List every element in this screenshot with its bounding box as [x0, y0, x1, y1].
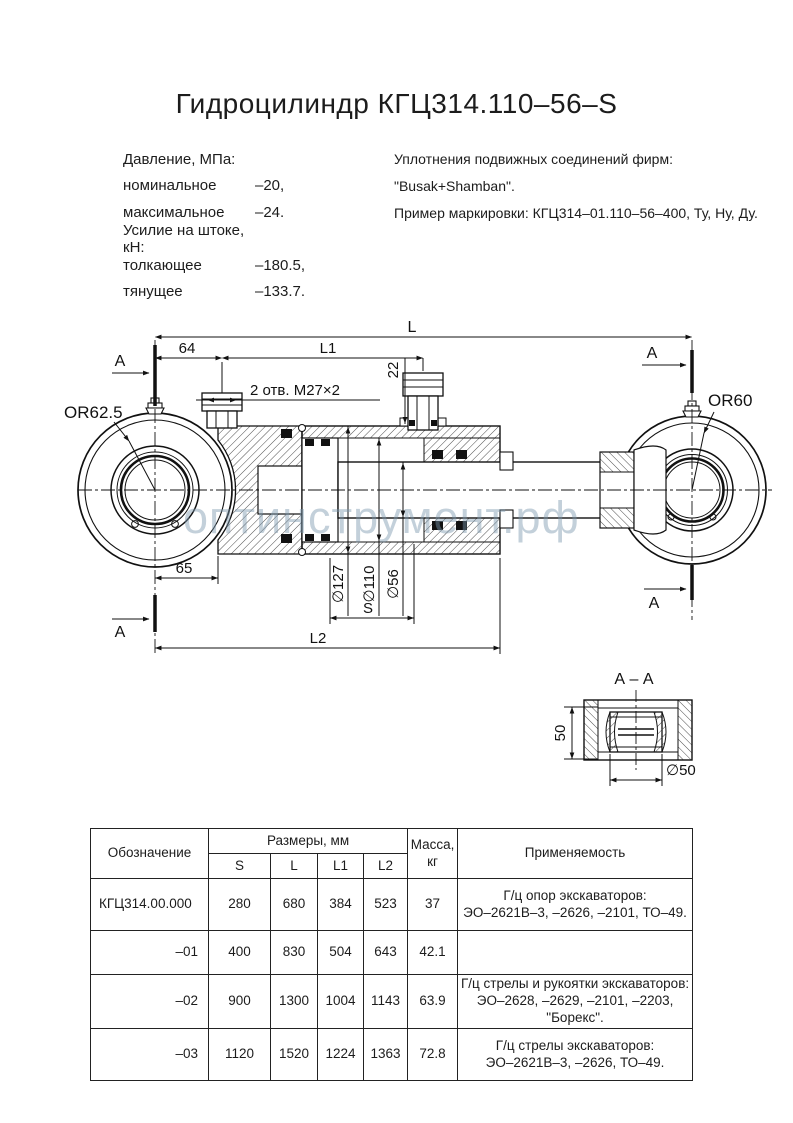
col-L: L: [271, 854, 318, 879]
application-line: ЭО–2628, –2629, –2101, –2203, "Борекс".: [476, 993, 674, 1025]
cell-l: 680: [271, 879, 318, 931]
port-fitting-left: [202, 393, 242, 428]
seal-note-line: Уплотнения подвижных соединений фирм:: [394, 151, 673, 168]
col-mass-line2: кг: [427, 853, 438, 869]
section-title: А – А: [614, 671, 654, 688]
col-L2: L2: [364, 854, 408, 879]
dim-64-label: 64: [178, 340, 196, 357]
dim-dia110-label: ∅110: [361, 565, 378, 603]
sizes-table: [90, 828, 693, 1081]
spec-label: тянущее: [123, 283, 183, 301]
dim-65-label: 65: [175, 560, 193, 577]
spec-line: [123, 173, 393, 200]
cell-l: 1300: [271, 975, 318, 1029]
cell-l1: 384: [318, 879, 364, 931]
dim-dia50-label: ∅50: [666, 762, 696, 779]
cell-l1: 1004: [318, 975, 364, 1029]
spec-line: [123, 252, 393, 279]
application-line: Г/ц стрелы и рукоятки экскаваторов:: [460, 976, 690, 992]
cell-s: 1120: [209, 1029, 271, 1081]
col-mass: [408, 829, 458, 879]
cell-application: [458, 879, 693, 931]
application-line: Г/ц стрелы экскаваторов:: [495, 1037, 655, 1053]
or625-label: OR62.5: [64, 403, 123, 422]
ports-note: 2 отв. М27×2: [250, 382, 340, 399]
watermark: оптинструмент.рф: [183, 492, 580, 543]
application-line: ЭО–2621В–3, –2626, –2101, ТО–49.: [463, 904, 687, 920]
cell-designation: –03: [91, 1029, 209, 1081]
cell-l: 1520: [271, 1029, 318, 1081]
dim-22-label: 22: [385, 361, 402, 379]
cell-application: [458, 975, 693, 1029]
cylinder-assembly-drawing: [0, 318, 793, 818]
spec-label: толкающее: [123, 256, 202, 274]
section-a-label: А: [646, 345, 658, 362]
table-row: [91, 931, 693, 975]
page-title: Гидроцилиндр КГЦ314.110–56–S: [175, 88, 618, 119]
cell-designation: КГЦ314.00.000: [91, 879, 209, 931]
section-a-label: А: [114, 624, 126, 641]
cell-s: 900: [209, 975, 271, 1029]
cell-l2: 1363: [364, 1029, 408, 1081]
cell-l1: 1224: [318, 1029, 364, 1081]
section-a-label: А: [648, 595, 660, 612]
cell-l2: 1143: [364, 975, 408, 1029]
port-fitting-right: [403, 373, 443, 430]
cell-l2: 523: [364, 879, 408, 931]
cell-mass: 37: [408, 879, 458, 931]
seal-note-line: "Busak+Shamban".: [394, 178, 515, 195]
spec-line: [123, 279, 393, 306]
cell-l1: 504: [318, 931, 364, 975]
cell-l: 830: [271, 931, 318, 975]
cell-designation: –02: [91, 975, 209, 1029]
cell-designation: –01: [91, 931, 209, 975]
application-line: Г/ц опор экскаваторов:: [503, 887, 647, 903]
spec-block: [123, 146, 393, 305]
cell-mass: 42.1: [408, 931, 458, 975]
seal-note-line: Пример маркировки: КГЦ314–01.110–56–400, Ту, Ну, Ду.: [394, 204, 758, 221]
col-L1: L1: [318, 854, 364, 879]
col-application: Применяемость: [458, 829, 693, 879]
spec-line: [123, 221, 393, 256]
spec-label: Усилие на штоке, кН:: [123, 221, 245, 256]
col-mass-line1: Масса,: [410, 836, 455, 852]
spec-label: максимальное: [123, 203, 225, 221]
spec-line: [123, 146, 393, 173]
dim-dia56-label: ∅56: [385, 569, 402, 599]
cell-l2: 643: [364, 931, 408, 975]
cell-mass: 72.8: [408, 1029, 458, 1081]
col-designation: Обозначение: [91, 829, 209, 879]
col-S: S: [209, 854, 271, 879]
cell-s: 280: [209, 879, 271, 931]
or60-label: OR60: [708, 391, 753, 410]
table-row: [91, 879, 693, 931]
dim-L1-label: L1: [319, 340, 337, 357]
application-line: ЭО–2621В–3, –2626, ТО–49.: [485, 1054, 665, 1070]
spec-value: –24.: [255, 203, 285, 221]
spec-value: –20,: [255, 177, 285, 195]
spec-label: Давление, МПа:: [123, 150, 236, 168]
dim-L2-label: L2: [309, 630, 327, 647]
dim-L-label: L: [407, 319, 417, 336]
table-row: [91, 975, 693, 1029]
dim-50-label: 50: [552, 724, 569, 742]
table-row: [91, 1029, 693, 1081]
spec-value: –180.5,: [255, 256, 306, 274]
cell-mass: 63.9: [408, 975, 458, 1029]
seal-note-block: [394, 146, 758, 226]
spec-value: –133.7.: [255, 283, 306, 301]
cell-application: [458, 931, 693, 975]
col-sizes: Размеры, мм: [209, 829, 408, 854]
dim-S-label: S: [362, 600, 374, 617]
spec-label: номинальное: [123, 177, 217, 195]
dim-dia127-label: ∅127: [330, 564, 347, 604]
section-a-label: А: [114, 353, 126, 370]
cell-s: 400: [209, 931, 271, 975]
cell-application: [458, 1029, 693, 1081]
section-a-a-view: [552, 671, 696, 786]
